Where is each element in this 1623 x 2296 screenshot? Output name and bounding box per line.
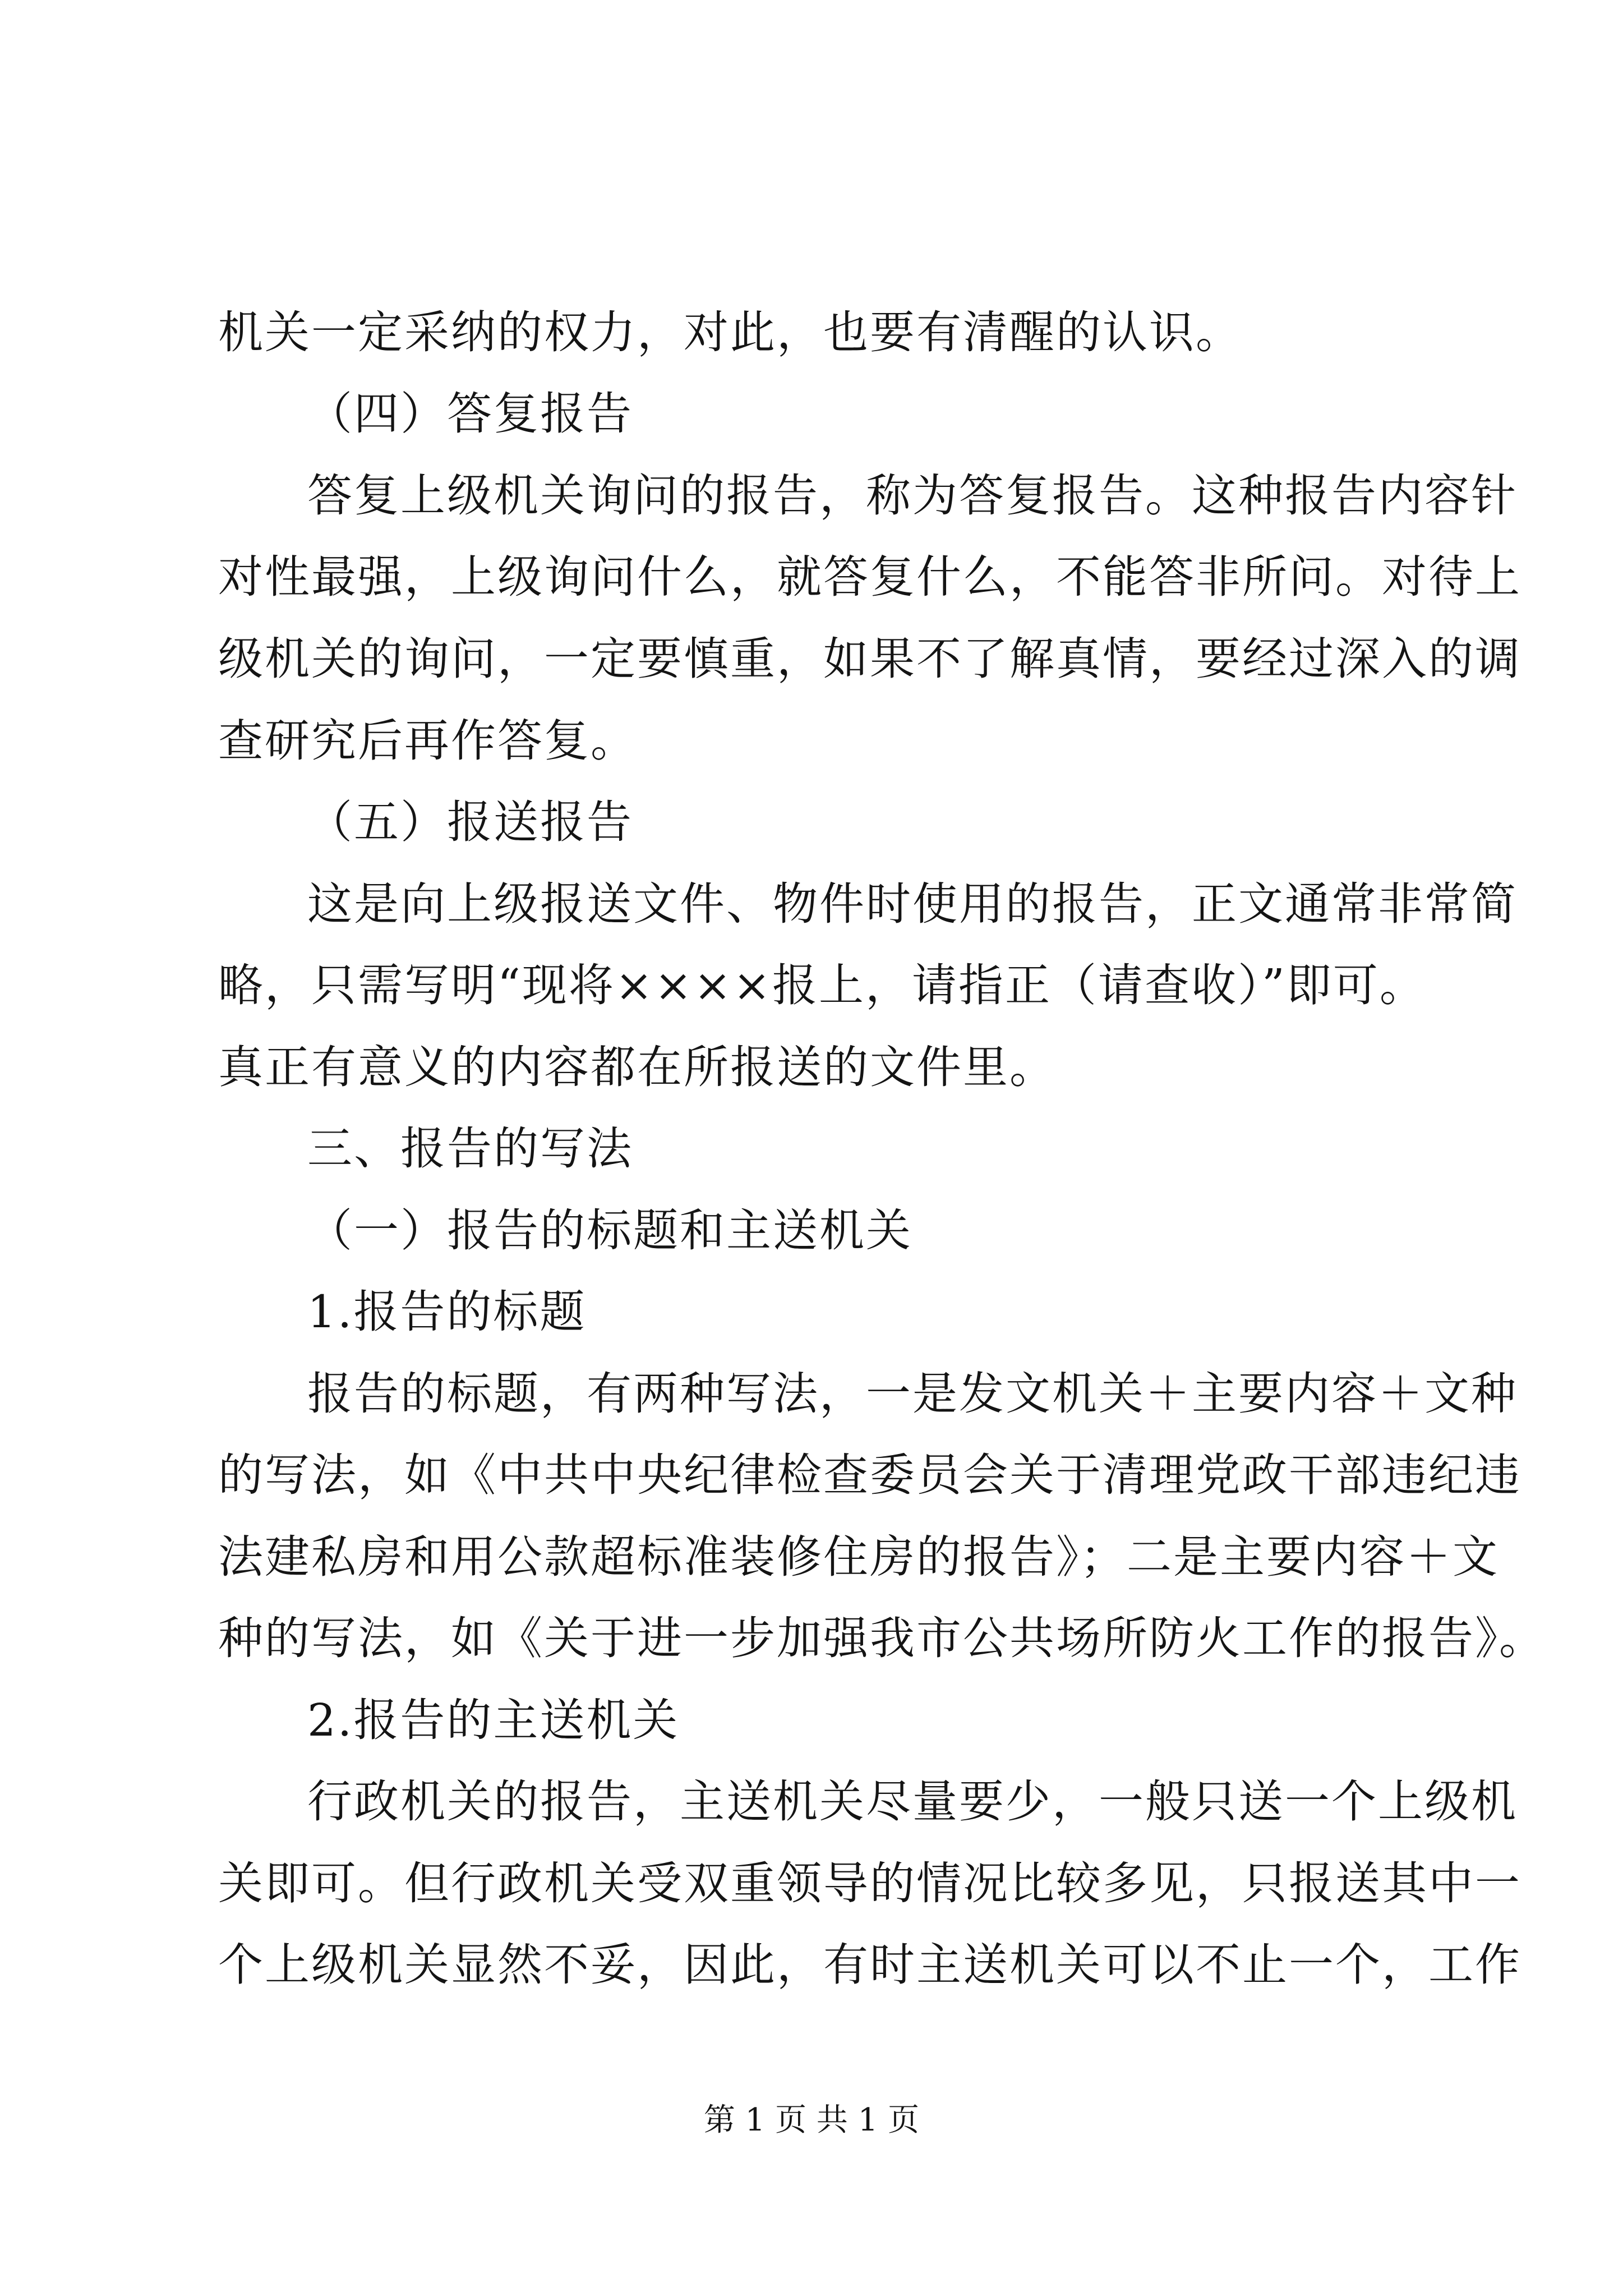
body-text-line: 级机关的询问，一定要慎重，如果不了解真情，要经过深入的调 (218, 633, 1521, 685)
section-heading-writing-method: 三、报告的写法 (307, 1122, 633, 1175)
body-text-line: 查研究后再作答复。 (218, 715, 637, 767)
body-text-line: 对性最强，上级询问什么，就答复什么，不能答非所问。对待上 (218, 551, 1521, 603)
body-text-line: 这是向上级报送文件、物件时使用的报告，正文通常非常简 (307, 878, 1518, 930)
body-text-line: 机关一定采纳的权力，对此，也要有清醒的认识。 (218, 306, 1242, 358)
body-text-line: 报告的标题，有两种写法，一是发文机关＋主要内容＋文种 (307, 1368, 1518, 1420)
body-text-line: 法建私房和用公款超标准装修住房的报告》；二是主要内容＋文 (218, 1531, 1499, 1583)
section-heading-reply-report: （四）答复报告 (307, 388, 633, 440)
section-heading-submission-report: （五）报送报告 (307, 796, 633, 848)
body-text-line: 个上级机关显然不妥，因此，有时主送机关可以不止一个，工作 (218, 1939, 1521, 1991)
body-text-line: 答复上级机关询问的报告，称为答复报告。这种报告内容针 (307, 470, 1518, 522)
body-text-line: 种的写法，如《关于进一步加强我市公共场所防火工作的报告》。 (218, 1612, 1546, 1664)
body-text-line: 行政机关的报告，主送机关尽量要少，一般只送一个上级机 (307, 1775, 1518, 1828)
body-text-line: 关即可。但行政机关受双重领导的情况比较多见，只报送其中一 (218, 1857, 1521, 1910)
body-text-line: 略，只需写明“现将××××报上，请指正（请查收）”即可。 (218, 959, 1426, 1011)
body-text-line: 真正有意义的内容都在所报送的文件里。 (218, 1041, 1056, 1093)
item-heading-report-title: 1.报告的标题 (307, 1286, 587, 1338)
body-text-line: 的写法，如《中共中央纪律检查委员会关于清理党政干部违纪违 (218, 1449, 1521, 1501)
page-footer: 第 1 页 共 1 页 (703, 2102, 920, 2138)
subsection-heading-title-and-recipient: （一）报告的标题和主送机关 (307, 1204, 912, 1257)
item-heading-report-recipient: 2.报告的主送机关 (307, 1694, 680, 1746)
